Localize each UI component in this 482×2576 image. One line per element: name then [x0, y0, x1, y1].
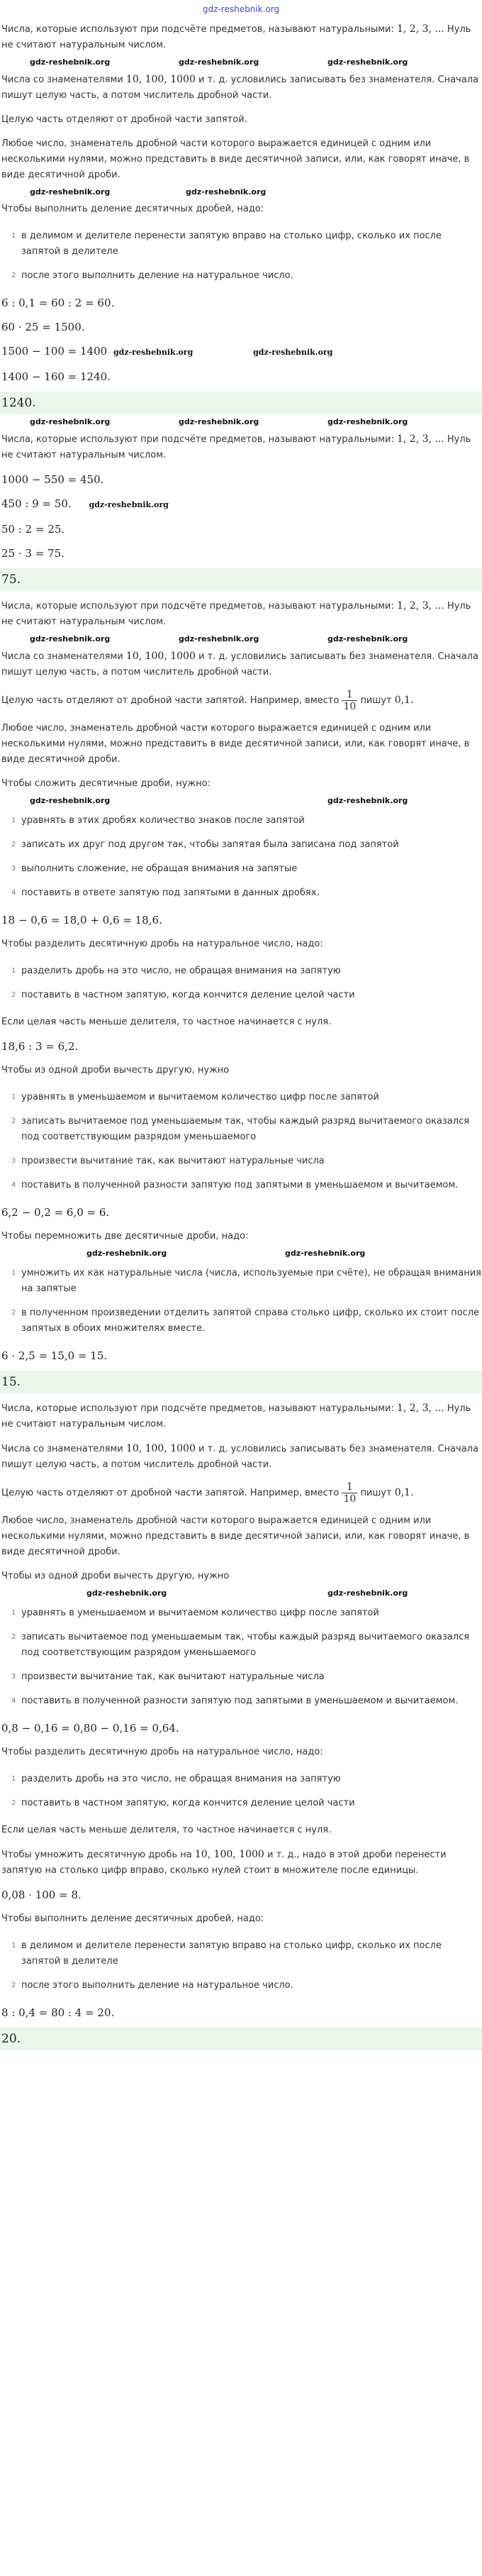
watermark-text: gdz-reshebnik.org [179, 417, 259, 426]
list-item: 2 в полученном произведении отделить запятой справа столько цифр, сколько их стоит после запятых в обоих множителях вместе. [11, 1308, 480, 1334]
watermark-text: gdz-reshebnik.org [86, 1249, 167, 1258]
watermark-text: gdz-reshebnik.org [327, 1588, 408, 1598]
watermark-text: gdz-reshebnik.org [327, 634, 408, 643]
list-item: 1 в делимом и делителе перенести запятую вправо на столько цифр, сколько их после запятой в делителе [11, 1940, 442, 1967]
list-item: 1 уравнять в уменьшаемом и вычитаемом количество цифр после запятой [11, 1608, 379, 1618]
calc-line: 8 : 0,4 = 80 : 4 = 20. [1, 2006, 115, 2019]
whole-part-rule: Целую часть отделяют от дробной части запятой. Например, вместо $\frac{1}{10}$ пишут 0,1. [1, 689, 414, 712]
calc-line: 6,2 − 0,2 = 6,0 = 6. [1, 1206, 110, 1219]
calc-line: 1400 − 160 = 1240. [1, 370, 111, 383]
watermark-text: gdz-reshebnik.org [179, 634, 259, 643]
calc-line: 450 : 9 = 50. gdz-reshebnik.org [1, 492, 482, 517]
watermark-text: gdz-reshebnik.org [30, 417, 111, 426]
calc-line: 0,08 · 100 = 8. [1, 1889, 82, 1901]
answer-2: 75. [0, 568, 482, 591]
natural-definition: Числа, которые используют при подсчёте предметов, называют натуральными: 1, 2, 3, ... Нуль не считают натуральным числом. [1, 600, 471, 627]
watermark-text: gdz-reshebnik.org [327, 417, 408, 426]
section-4 [0, 1396, 482, 2025]
list-item: 2 поставить в частном запятую, когда кончится деление целой части [11, 1798, 355, 1808]
sub-intro: Чтобы из одной дроби вычесть другую, нужно [1, 1065, 230, 1076]
list-item: 2 записать их друг под другом так, чтобы запятая была записана под запятой [11, 839, 399, 850]
list-item: 3 произвести вычитание так, как вычитают натуральные числа [11, 1156, 325, 1166]
natural-definition: Числа, которые используют при подсчёте предметов, называют натуральными: 1, 2, 3, ... Нуль не считают натуральным числом. [1, 1403, 471, 1430]
list-item: 4 поставить в полученной разности запятую под запятыми в уменьшаемом и вычитаемом. [11, 1180, 459, 1190]
mul-intro: Чтобы перемножить две десятичные дроби, надо: [1, 1231, 249, 1242]
div-intro: Чтобы разделить десятичную дробь на натуральное число, надо: [1, 939, 323, 949]
watermark-text: gdz-reshebnik.org [113, 348, 194, 357]
whole-part-rule: Целую часть отделяют от дробной части запятой. [1, 114, 247, 125]
div-steps [1, 1764, 482, 1818]
section-2 [0, 417, 482, 565]
denominators-rule: Числа со знаменателями 10, 100, 1000 и т. д. условились записывать без знаменателя. Сначала пишут целую часть, а потом числитель дробной части. [1, 1443, 478, 1470]
answer-4: 20. [0, 2028, 482, 2050]
sub-intro: Чтобы из одной дроби вычесть другую, нужно [1, 1571, 230, 1581]
section-1 [0, 17, 482, 389]
watermark-text: gdz-reshebnik.org [179, 57, 259, 67]
answer-3: 15. [0, 1371, 482, 1393]
calc-line: 25 · 3 = 75. [1, 547, 65, 560]
list-item: 1 уравнять в уменьшаемом и вычитаемом количество цифр после запятой [11, 1092, 379, 1102]
divide-steps [1, 1931, 482, 2001]
div-intro: Чтобы разделить десятичную дробь на натуральное число, надо: [1, 1747, 323, 1757]
calc-line: 6 : 0,1 = 60 : 2 = 60. [1, 297, 115, 309]
mul-steps [1, 1259, 482, 1344]
sub-steps [1, 1083, 482, 1200]
decimal-definition: Любое число, знаменатель дробной части которого выражается единицей с одним или несколькими нулями, можно представить в виде десятичной записи, или, как говорят иначе, в виде десятичной дроби. [1, 138, 470, 180]
divide-intro: Чтобы выполнить деление десятичных дробей, надо: [1, 204, 264, 214]
list-item: 2 записать вычитаемое под уменьшаемым так, чтобы каждый разряд вычитаемого оказался под соответствующим разрядом уменьшаемого [11, 1632, 470, 1658]
watermark-text: gdz-reshebnik.org [89, 500, 169, 509]
calc-line: 60 · 25 = 1500. [1, 321, 85, 333]
watermark-text: gdz-reshebnik.org [253, 348, 333, 357]
watermark-text: gdz-reshebnik.org [327, 57, 408, 67]
mul10-rule: Чтобы умножить десятичную дробь на 10, 100, 1000 и т. д., надо в этой дроби перенести запятую на столько цифр вправо, сколько нулей стоит в множителе после единицы. [1, 1849, 447, 1876]
watermark-text: gdz-reshebnik.org [30, 634, 111, 643]
calc-line: 6 · 2,5 = 15,0 = 15. [1, 1349, 108, 1362]
watermark-text: gdz-reshebnik.org [30, 796, 111, 805]
watermark-text: gdz-reshebnik.org [86, 1588, 167, 1598]
list-item: 2 после этого выполнить деление на натуральное число. [11, 270, 293, 281]
denominators-rule: Числа со знаменателями 10, 100, 1000 и т. д. условились записывать без знаменателя. Сначала пишут целую часть, а потом числитель дробной части. [1, 651, 478, 678]
add-intro: Чтобы сложить десятичные дроби, нужно: [1, 778, 211, 789]
list-item: 2 поставить в частном запятую, когда кончится деление целой части [11, 990, 355, 1000]
denominators-rule: Числа со знаменателями 10, 100, 1000 и т. д. условились записывать без знаменателя. Сначала пишут целую часть, а потом числитель дробной части. [1, 74, 478, 101]
list-item: 3 выполнить сложение, не обращая внимания на запятые [11, 863, 298, 874]
list-item: 1 уравнять в этих дробях количество знаков после запятой [11, 815, 305, 826]
div-note: Если целая часть меньше делителя, то частное начинается с нуля. [1, 1017, 332, 1027]
decimal-definition: Любое число, знаменатель дробной части которого выражается единицей с одним или несколькими нулями, можно представить в виде десятичной записи, или, как говорят иначе, в виде десятичной дроби. [1, 723, 470, 765]
answer-1: 1240. [0, 392, 482, 414]
fraction: $\frac{1}{10}$ [343, 1481, 357, 1505]
div-note: Если целая часть меньше делителя, то частное начинается с нуля. [1, 1825, 332, 1835]
calc-line: 0,8 − 0,16 = 0,80 − 0,16 = 0,64. [1, 1722, 179, 1735]
list-item: 1 разделить дробь на это число, не обращая внимания на запятую [11, 966, 341, 976]
decimal-definition: Любое число, знаменатель дробной части которого выражается единицей с одним или несколькими нулями, можно представить в виде десятичной записи, или, как говорят иначе, в виде десятичной дроби. [1, 1515, 470, 1557]
watermark-text: gdz-reshebnik.org [30, 187, 111, 197]
fraction: $\frac{1}{10}$ [343, 689, 357, 712]
natural-definition: Числа, которые используют при подсчёте предметов, называют натуральными: 1, 2, 3, ... Нуль не считают натуральным числом. [1, 23, 471, 50]
divide-intro: Чтобы выполнить деление десятичных дробей, надо: [1, 1913, 264, 1924]
list-item: 1 умножить их как натуральные числа (числа, используемые при счёте), не обращая внимания на запятые [11, 1268, 481, 1294]
list-item: 4 поставить в полученной разности запятую под запятыми в уменьшаемом и вычитаемом. [11, 1696, 459, 1706]
list-item: 3 произвести вычитание так, как вычитают натуральные числа [11, 1671, 325, 1682]
header-watermark: gdz-reshebnik.org [202, 4, 280, 14]
div-steps [1, 956, 482, 1010]
add-steps [1, 806, 482, 908]
section-3 [0, 594, 482, 1368]
calc-line: 1500 − 100 = 1400 gdz-reshebnik.org gdz-reshebnik.org [1, 339, 482, 365]
natural-definition: Числа, которые используют при подсчёте предметов, называют натуральными: 1, 2, 3, ... Нуль не считают натуральным числом. [1, 433, 471, 460]
list-item: 2 после этого выполнить деление на натуральное число. [11, 1980, 293, 1991]
list-item: 2 записать вычитаемое под уменьшаемым так, чтобы каждый разряд вычитаемого оказался под соответствующим разрядом уменьшаемого [11, 1116, 470, 1142]
list-item: 1 в делимом и делителе перенести запятую вправо на столько цифр, сколько их после запятой в делителе [11, 231, 442, 257]
list-item: 4 поставить в ответе запятую под запятыми в данных дробях. [11, 888, 320, 898]
divide-steps [1, 221, 482, 291]
sub-steps [1, 1598, 482, 1716]
whole-part-rule: Целую часть отделяют от дробной части запятой. Например, вместо $\frac{1}{10}$ пишут 0,1. [1, 1481, 414, 1505]
calc-line: 18 − 0,6 = 18,0 + 0,6 = 18,6. [1, 914, 162, 927]
watermark-text: gdz-reshebnik.org [327, 796, 408, 805]
watermark-text: gdz-reshebnik.org [186, 187, 267, 197]
calc-line: 1000 − 550 = 450. [1, 473, 104, 486]
watermark-text: gdz-reshebnik.org [285, 1249, 366, 1258]
list-item: 1 разделить дробь на это число, не обращая внимания на запятую [11, 1774, 341, 1784]
calc-line: 50 : 2 = 25. [1, 523, 65, 536]
calc-line: 18,6 : 3 = 6,2. [1, 1040, 79, 1053]
watermark-text: gdz-reshebnik.org [30, 57, 111, 67]
